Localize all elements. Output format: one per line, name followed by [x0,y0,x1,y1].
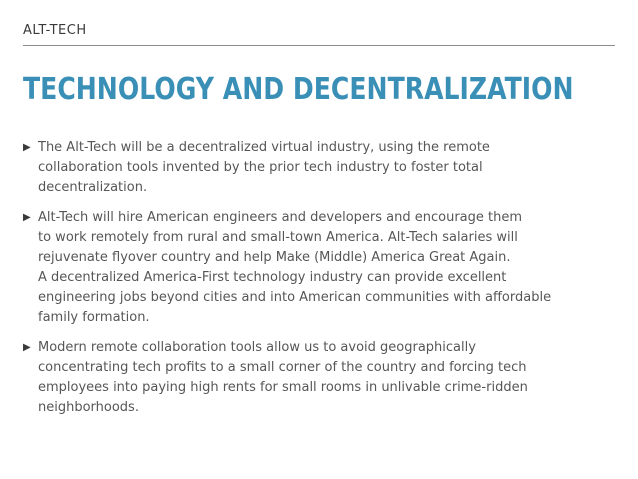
bullet-text-line: family formation. [38,310,150,325]
bullet-list [23,138,603,428]
triangle-bullet-icon: ▶ [23,142,31,153]
bullet-text-line: engineering jobs beyond cities and into American communities with affordable [38,290,552,305]
section-label: ALT-TECH [23,23,87,38]
bullet-text-line: Alt-Tech will hire American engineers and developers and encourage them [38,210,523,225]
bullet-text-line: Modern remote collaboration tools allow us to avoid geographically [38,340,476,355]
bullet-text-line: neighborhoods. [38,400,139,415]
bullet-text-line: A decentralized America-First technology industry can provide excellent [38,270,507,285]
slide-title: TECHNOLOGY AND DECENTRALIZATION [23,72,574,107]
bullet-item [23,138,603,198]
triangle-bullet-icon: ▶ [23,342,31,353]
bullet-item [23,208,603,328]
bullet-text-line: collaboration tools invented by the prior tech industry to foster total [38,160,483,175]
bullet-text-line: to work remotely from rural and small-town America. Alt-Tech salaries will [38,230,518,245]
bullet-text-line: employees into paying high rents for small rooms in unlivable crime-ridden [38,380,528,395]
triangle-bullet-icon: ▶ [23,212,31,223]
bullet-text-line: rejuvenate flyover country and help Make (Middle) America Great Again. [38,250,511,265]
bullet-text-line: concentrating tech profits to a small corner of the country and forcing tech [38,360,527,375]
bullet-text-line: The Alt-Tech will be a decentralized virtual industry, using the remote [38,140,490,155]
bullet-item [23,338,603,418]
bullet-text-line: decentralization. [38,180,148,195]
header-divider [23,45,615,46]
